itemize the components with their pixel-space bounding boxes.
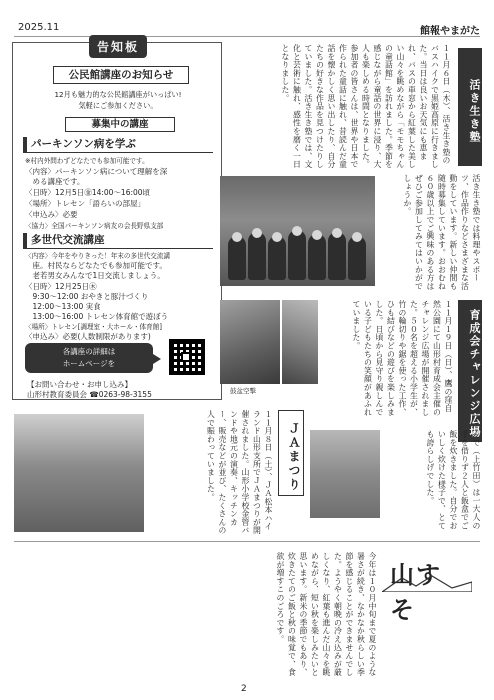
course-1-apply: 〈申込み〉必要 [25, 210, 78, 219]
course-2-time-3: 13:00～16:00 トレセン体育館で遊ぼう [25, 312, 169, 321]
course-1-place: 〈場所〉トレセン「語らいの部屋」 [25, 199, 145, 208]
course-2-title: 多世代交流講座 [23, 233, 213, 249]
ja-article: １１月８日（土）、ＪＡ松本ハイランド山形支所でＪＡまつりが開催されました。山形小学校金管バンドや地元の演奏、キッチンカー、販売などが並び、たくさんの人で賑わっていました。 [206, 410, 273, 535]
website-callout [25, 343, 153, 373]
course-2-time-2: 12:00～13:00 実食 [25, 302, 101, 311]
issue-date: 2025.11 [18, 22, 60, 33]
photo-yamame [310, 430, 380, 518]
yamasuso-title: 山すそ [390, 560, 442, 624]
photo-head [352, 232, 362, 242]
photo-person [288, 230, 306, 280]
photo-head [232, 232, 242, 242]
course-1-coop: 〈協力〉全国パーキンソン病友の会長野県支部 [25, 222, 164, 230]
section-tag-ja: ＪＡまつり [278, 410, 304, 496]
photo-ja-truck [14, 414, 144, 532]
photo-head [332, 228, 342, 238]
photo-bamboo-craft [220, 300, 280, 384]
course-2-place: 〈場所〉トレセン[調理室・大ホール・体育館] [25, 323, 162, 331]
course-2-time-1: 9:30～12:00 おやきと豚汁づくり [25, 292, 149, 301]
photo-head [272, 232, 282, 242]
course-2-content: 〈内容〉今年をやりきった！年末の多世代交流講 [25, 252, 171, 260]
photo-person [348, 236, 366, 280]
section-tag-ikusei: 育成会チャレンジ広場 [458, 300, 482, 442]
notice-subtitle: 募集中の講座 [65, 117, 175, 132]
course-1-content: 〈内容〉パーキンソン病について理解を深 [25, 167, 168, 176]
page-header [0, 0, 494, 48]
photo-head [252, 228, 262, 238]
bottom-rule [14, 541, 480, 542]
katsuiki-article-cont: 活き生き塾では料理やスポーツ、作品作りなどさまざまな活動をしています。新しい仲間も随時募集しています。おおむね６０歳以上でご興味のある方はぜひご参加してみてはいかがでしょうか。 [403, 174, 481, 291]
ikusei-article: １１月１９日（日）、鷹の窪自然公園にて山形村育成会主催のチャレンジ広場が開催されました。５０名を超える小学生が、竹の輪切りや鋸を使った工作、ひも結びなどの遊びを楽しみました。日頃から見守り親しんでいる子どもたちの笑顔があふれていました。 [352, 300, 453, 417]
notice-tag: 告知板 [89, 35, 147, 58]
photo-bamboo-craft-2 [282, 300, 318, 384]
publication-name: 館報やまがた [420, 26, 480, 37]
website-callout-line-2: ホームページを [62, 359, 116, 368]
photo-person [248, 232, 266, 280]
photo-head [312, 230, 322, 240]
notice-lead-2: 気軽にご参加ください。 [78, 101, 158, 110]
caption-bamboo: 鼓盆空撃 [230, 387, 256, 395]
header-rule [14, 36, 480, 37]
photo-person [328, 232, 346, 280]
notice-lead-1: 12月も魅力的な公民館講座がいっぱい! [54, 90, 182, 99]
inquiry-contact: 山形村教育委員会 ☎0263-98-3155 [27, 390, 152, 399]
course-1-note: ※村内外問わずどなたでも参加可能です。 [25, 157, 149, 165]
course-2-date: 〈日時〉12月25日㊍ [25, 282, 97, 291]
photo-person [308, 234, 326, 280]
photo-head [292, 226, 302, 236]
yamasuso-column: 今年は１０月中旬まで夏のような暑さが続き、なかなか秋らしい季節を感じることができませんでした。ようやく朝晩の冷え込みが厳しくなり、紅葉も進んだ山々を眺めながら、短い秋を楽しみたいと思います。新米の季節でもあり、炊きたてのご飯と秋の味覚で、食欲が増すこのごろです。 [276, 552, 377, 677]
section-tag-katsuiki: 活き生き塾 [458, 48, 482, 166]
course-2-content-3: 老若男女みんなで1日交流しましょう。 [25, 271, 165, 280]
ikusei-article-cont: んで（上竹田）は一大人の手を借りず２人と飯盒でご飯を炊きました。自分でおいしく炊けた様子で、とても誇らしげでした。 [426, 430, 481, 530]
course-1-date: 〈日時〉12月5日㊎14:00～16:00頃 [25, 188, 151, 197]
notice-board [12, 42, 222, 400]
qr-finder-mark [181, 352, 191, 362]
katsuiki-article: １１月６日（木）、活き生き塾のバスハイクで黒姫高原に行きました。当日は良いお天気にも恵まれ、バスの車窓から紅葉した美しい山々を眺めながら「モモちゃんの童話館」を訪れました。季節を感じながら童話の世界に浸り、大人も楽しめる時間となりました。参加者の皆さんは、世界や日本で作られた童話に触れ、昔読んだ童話を懐かしく思い出したり、自分たちの好きな作品を見つけたりしていました。活き生き塾では、文化と芸術に触れ、感性を磨く一日となりました。 [281, 44, 451, 169]
website-callout-line-1: 各講座の詳細は [62, 347, 116, 356]
photo-person [268, 236, 286, 280]
mountain-icon [382, 574, 472, 592]
inquiry-heading: 【お問い合わせ・お申し込み】 [27, 380, 132, 389]
course-2-content-2: 座。村民ならどなたでも参加可能です。 [25, 261, 167, 270]
course-1-content-2: める講座です。 [25, 177, 85, 186]
course-2-apply: 〈申込み〉必要(人数制限があります) [25, 332, 151, 341]
course-1-title: パーキンソン病を学ぶ [23, 137, 213, 153]
notice-title: 公民館講座のお知らせ [53, 66, 189, 84]
page-number: 2 [241, 684, 247, 694]
photo-katsuiki-group [220, 176, 375, 286]
photo-person [228, 236, 246, 280]
